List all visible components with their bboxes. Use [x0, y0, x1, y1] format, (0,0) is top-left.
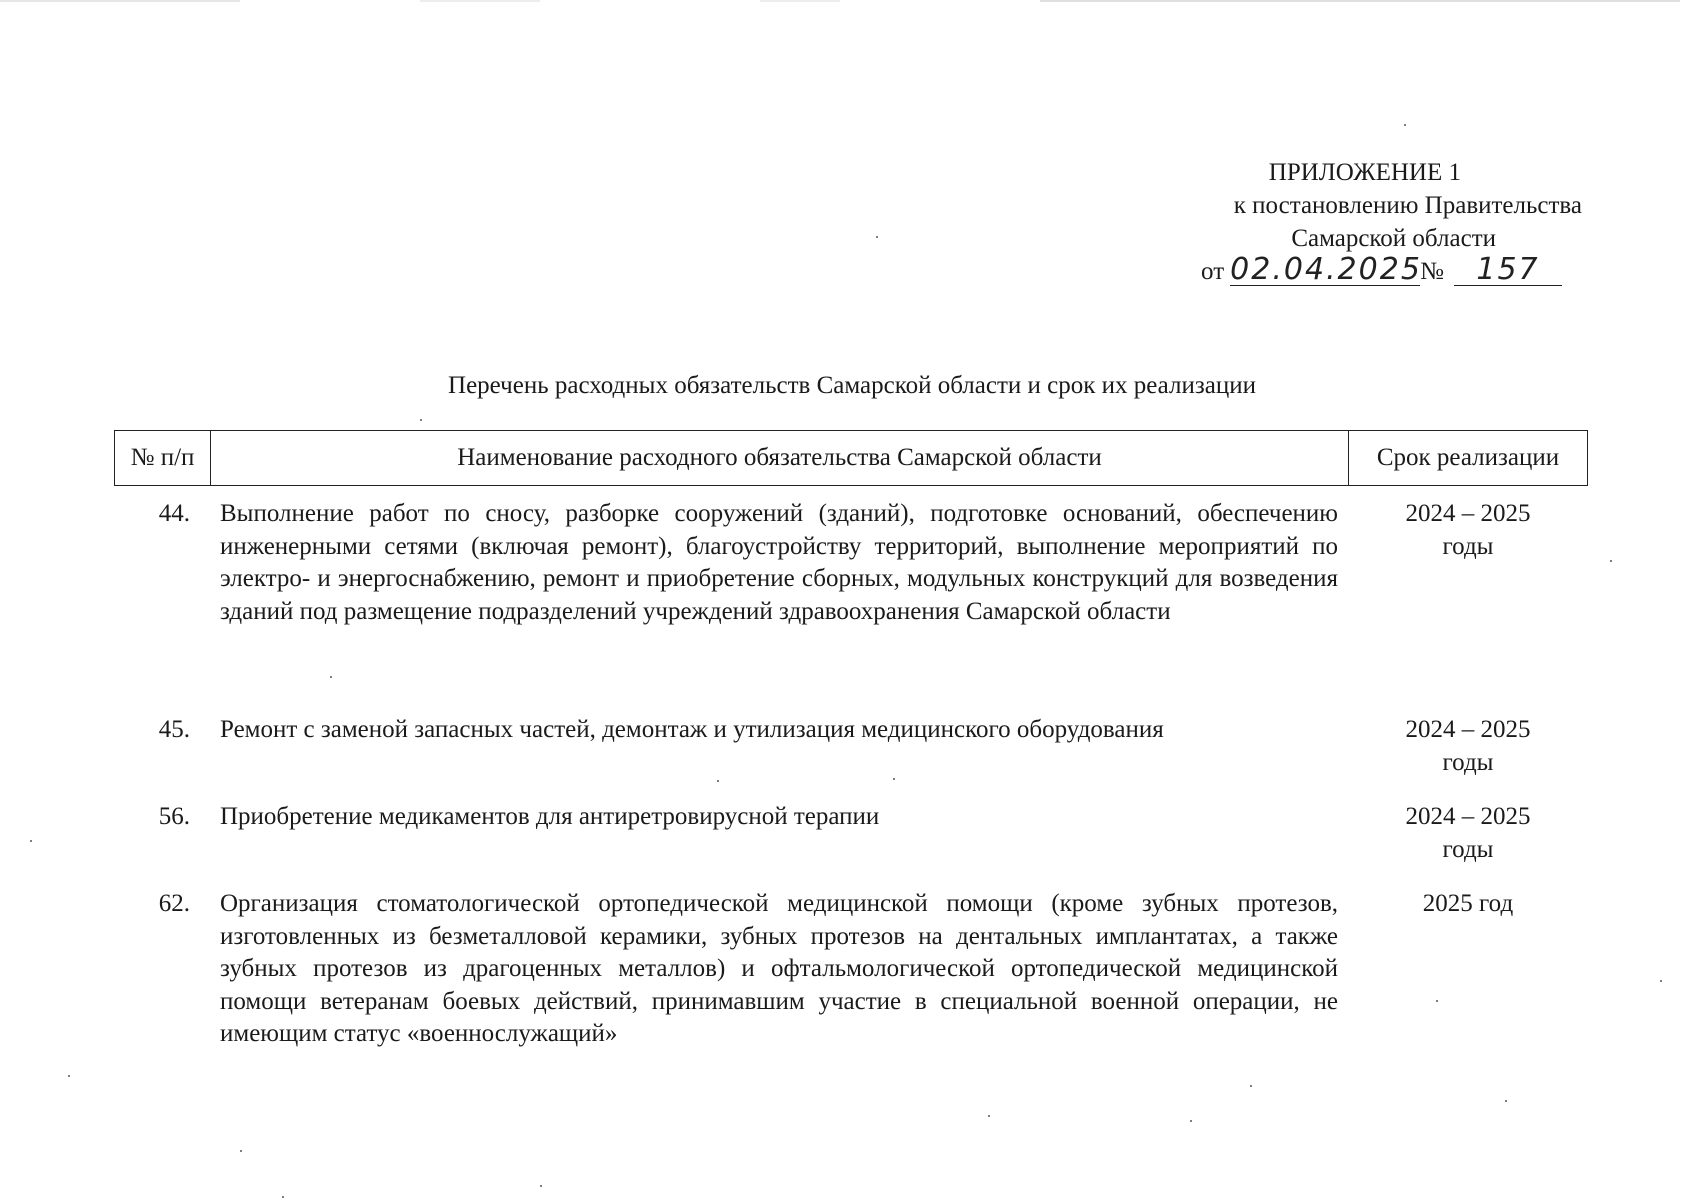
appendix-date-line [1022, 252, 1582, 288]
scan-speck [893, 778, 895, 780]
scan-speck [1404, 124, 1406, 126]
row-term: 2024 – 2025 годы [1405, 500, 1531, 560]
scan-speck [240, 1150, 242, 1152]
scan-speck [1436, 1000, 1438, 1002]
table-header [114, 430, 1588, 486]
scan-speck [1660, 980, 1662, 982]
document-title-text: Перечень расходных обязательств Самарской области и срок их реализации [448, 372, 1256, 399]
document-title [0, 372, 1704, 400]
handwritten-number: 157 [1454, 255, 1562, 286]
appendix-resolution-line: к постановлению Правительства [1233, 192, 1582, 219]
handwritten-date: 02.04.2025 [1230, 252, 1422, 287]
scan-speck [988, 1115, 990, 1117]
appendix-region-line: Самарской области [1291, 225, 1496, 252]
row-text: Выполнение работ по сносу, разборке сооружений (зданий), подготовке оснований, обеспечению инженерными сетями (включая ремонт), благоустройству территорий, выполнение мероприятий по электро- и энергоснабжению, ремонт и приобретение сборных, модульных конструкций для возведения зданий под размещение подразделений учреждений здравоохранения Самарской области [220, 500, 1338, 625]
row-text: Приобретение медикаментов для антиретровирусной терапии [220, 803, 880, 830]
scan-speck [1505, 1100, 1507, 1102]
number-prefix: № [1420, 258, 1444, 285]
row-number: 62. [158, 890, 190, 917]
scan-edge-artifact [0, 0, 1704, 4]
header-term: Срок реализации [1376, 444, 1560, 471]
scan-speck [717, 780, 719, 782]
scan-speck [1190, 1120, 1192, 1122]
row-term: 2025 год [1422, 890, 1514, 917]
scan-speck [68, 1075, 70, 1077]
row-text: Организация стоматологической ортопедической медицинской помощи (кроме зубных протезов, изготовленных из безметалловой керамики, зубных протезов на дентальных имплантатах, а также зубных протезов из драгоценных металлов) и офтальмологической ортопедической медицинской помощи ветеранам боевых действий, принимавшим участие в специальной военной операции, не имеющим статус «военнослужащий» [220, 890, 1338, 1047]
row-text: Ремонт с заменой запасных частей, демонтаж и утилизация медицинского оборудования [220, 716, 1164, 743]
appendix-header [1022, 156, 1582, 288]
scan-speck [876, 236, 878, 238]
row-number: 44. [158, 500, 190, 527]
row-number: 56. [158, 803, 190, 830]
scan-speck [1610, 560, 1612, 562]
scan-speck [282, 1196, 284, 1198]
scan-speck [420, 419, 422, 421]
row-term: 2024 – 2025 годы [1405, 803, 1531, 863]
scan-speck [330, 676, 332, 678]
header-num: № п/п [115, 431, 211, 485]
scan-speck [540, 1185, 542, 1187]
scan-speck [30, 840, 32, 842]
appendix-title: ПРИЛОЖЕНИЕ 1 [1268, 159, 1461, 186]
date-prefix: от [1201, 258, 1225, 285]
row-number: 45. [158, 716, 190, 743]
scan-speck [1250, 1085, 1252, 1087]
header-name: Наименование расходного обязательства Самарской области [211, 431, 1349, 485]
row-term: 2024 – 2025 годы [1405, 716, 1531, 776]
